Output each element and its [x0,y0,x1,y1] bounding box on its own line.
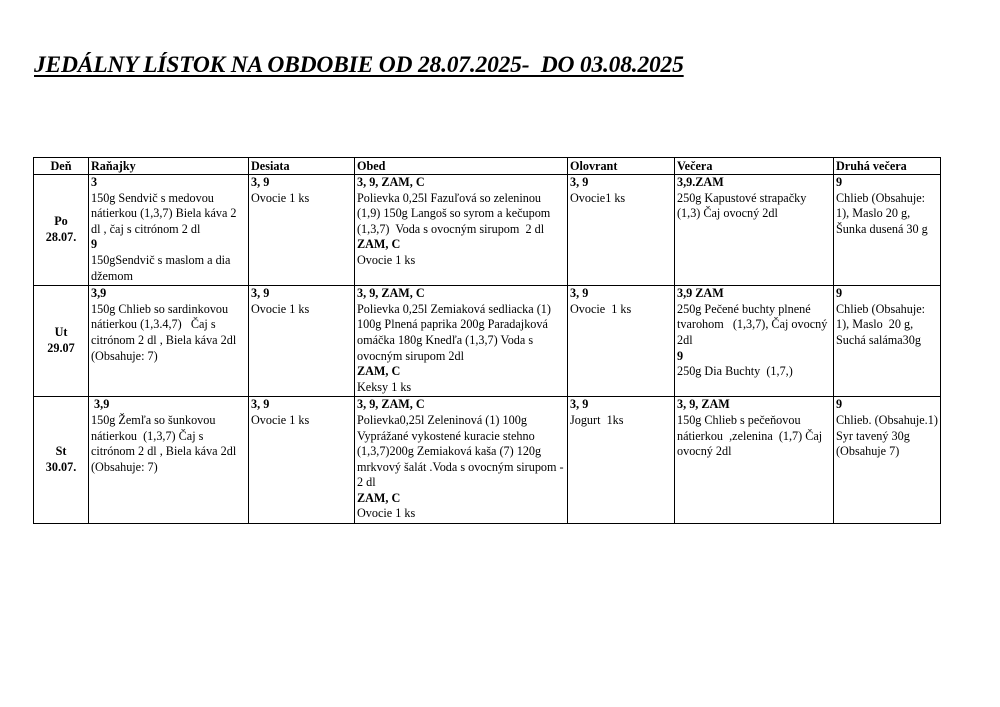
meal-description: Polievka0,25l Zeleninová (1) 100g Vyprážané vykostené kuracie stehno (1,3,7)200g Zemiaková kaša (7) 120g mrkvový šalát .Voda s ovocným sirupom - 2 dl [357,412,567,490]
meal-description: 150g Chlieb s pečeňovou nátierkou ,zelenina (1,7) Čaj ovocný 2dl [677,412,826,459]
day-cell [34,286,89,397]
meal-description: 250g Dia Buchty (1,7,) [677,364,793,379]
allergen-code: 3,9.ZAM [677,175,724,189]
meal-description: Ovocie 1 ks [357,506,416,521]
day-date: 28.07. [45,229,77,244]
allergen-code: 3, 9 [570,175,589,189]
menu-table [33,157,941,524]
meal-description: Polievka 0,25l Zemiaková sedliacka (1) 100g Plnená paprika 200g Paradajková omáčka 180g Knedľa (1,3,7) Voda s ovocným sirupom 2dl [357,301,554,363]
dinner-cell [675,397,834,524]
allergen-code: 3, 9, ZAM, C [357,175,425,189]
breakfast-cell [89,397,249,524]
header-row [34,158,941,175]
allergen-code: 3 [91,175,98,189]
lunch-cell [355,397,568,524]
dinner-cell [675,175,834,286]
allergen-code: 9 [91,237,98,252]
dinner-cell [675,286,834,397]
header-afternoon-snack: Olovrant [568,158,675,175]
meal-description: Jogurt 1ks [570,412,624,427]
day-date: 30.07. [45,459,77,474]
meal-description: Polievka 0,25l Fazuľová so zeleninou (1,9) 150g Langoš so syrom a kečupom (1,3,7) Voda s ovocným sirupom 2 dl [357,190,554,236]
allergen-code: 3,9 [91,286,107,301]
allergen-code: 3, 9, ZAM [677,397,730,412]
day-cell [34,175,89,286]
meal-description: 250g Pečené buchty plnené tvarohom (1,3,7), Čaj ovocný 2dl [677,301,831,347]
meal-description: Ovocie 1 ks [251,190,310,205]
afternoon-snack-cell [568,286,675,397]
day-date: 29.07 [47,340,75,355]
header-second-dinner: Druhá večera [834,158,941,175]
page-title: JEDÁLNY LÍSTOK NA OBDOBIE OD 28.07.2025- DO 03.08.2025 [34,52,684,78]
afternoon-snack-cell [568,175,675,286]
second-dinner-cell [834,397,941,524]
allergen-code: 3, 9, ZAM, C [357,397,425,412]
meal-description: Ovocie 1 ks [251,301,310,316]
allergen-code: 3, 9 [570,286,589,301]
allergen-code: 3, 9, ZAM, C [357,286,425,301]
lunch-cell [355,175,568,286]
allergen-code: 9 [677,348,684,363]
day-name: Ut [54,325,68,340]
breakfast-cell [89,175,249,286]
snack-cell [249,397,355,524]
allergen-code: 3, 9 [251,286,270,301]
table-row [34,286,941,397]
meal-description: Chlieb. (Obsahuje.1) Syr tavený 30g (Obsahuje 7) [836,412,941,459]
breakfast-cell [89,286,249,397]
second-dinner-cell [834,175,941,286]
second-dinner-cell [834,286,941,397]
afternoon-snack-cell [568,397,675,524]
meal-description: Chlieb (Obsahuje: 1), Maslo 20 g, Suchá saláma30g [836,301,929,347]
meal-description: 150gSendvič s maslom a dia džemom [91,252,234,283]
allergen-code: 3,9 [91,397,110,412]
day-cell [34,397,89,524]
meal-description: 250g Kapustové strapačky (1,3) Čaj ovocný 2dl [677,190,810,221]
meal-description: Keksy 1 ks [357,379,412,394]
allergen-code: 3, 9 [251,397,270,412]
allergen-code: 9 [836,286,843,301]
day-name: Po [54,213,68,228]
snack-cell [249,175,355,286]
allergen-code: ZAM, C [357,364,401,379]
table-row [34,397,941,524]
header-snack: Desiata [249,158,355,175]
day-name: St [55,444,67,459]
header-lunch: Obed [355,158,568,175]
allergen-code: 3, 9 [251,175,270,189]
meal-description: 150g Chlieb so sardinkovou nátierkou (1,3.4,7) Čaj s citrónom 2 dl , Biela káva 2dl (Obsahuje: 7) [91,301,240,363]
meal-description: Chlieb (Obsahuje: 1), Maslo 20 g, Šunka dusená 30 g [836,190,929,236]
snack-cell [249,286,355,397]
header-dinner: Večera [675,158,834,175]
lunch-cell [355,286,568,397]
allergen-code: 9 [836,175,843,189]
header-breakfast: Raňajky [89,158,249,175]
meal-description: Ovocie 1 ks [357,252,416,267]
meal-description: Ovocie 1 ks [251,412,310,427]
header-day: Deň [34,158,89,175]
allergen-code: 9 [836,397,843,412]
table-row [34,175,941,286]
allergen-code: 3,9 ZAM [677,286,724,301]
allergen-code: 3, 9 [570,397,589,412]
allergen-code: ZAM, C [357,237,401,252]
allergen-code: ZAM, C [357,490,401,505]
meal-description: 150g Žemľa so šunkovou nátierkou (1,3,7) Čaj s citrónom 2 dl , Biela káva 2dl (Obsahuje: 7) [91,412,240,474]
meal-description: Ovocie1 ks [570,190,626,205]
meal-description: 150g Sendvič s medovou nátierkou (1,3,7) Biela káva 2 dl , čaj s citrónom 2 dl [91,190,240,236]
meal-description: Ovocie 1 ks [570,301,632,316]
